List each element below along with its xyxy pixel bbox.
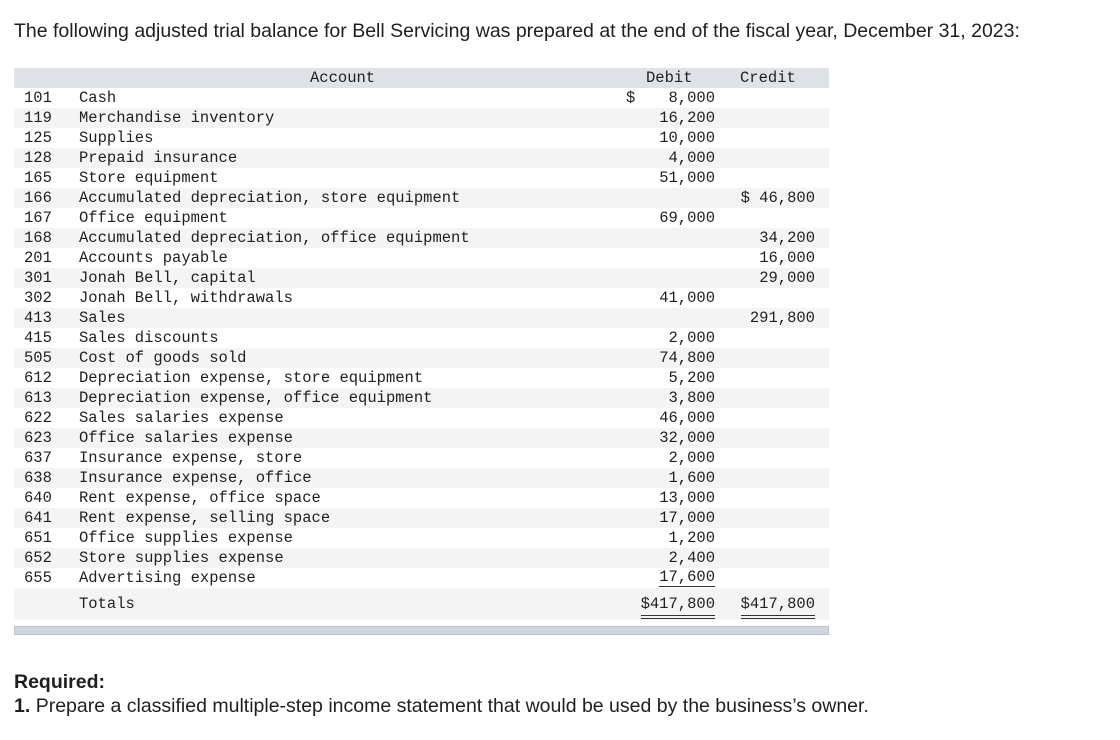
account-name: Insurance expense, store xyxy=(79,449,303,467)
account-number: 641 xyxy=(24,509,52,527)
debit-amount: 17,600 xyxy=(659,568,715,586)
debit-amount: 69,000 xyxy=(659,209,715,227)
table-row xyxy=(14,388,829,408)
account-name: Insurance expense, office xyxy=(79,469,312,487)
account-number: 415 xyxy=(24,329,52,347)
table-row xyxy=(14,448,829,468)
account-name: Prepaid insurance xyxy=(79,149,238,167)
account-number: 652 xyxy=(24,549,52,567)
table-header xyxy=(14,68,829,88)
account-number: 165 xyxy=(24,169,52,187)
account-name: Merchandise inventory xyxy=(79,109,275,127)
debit-amount: 2,000 xyxy=(668,449,715,467)
debit-amount: 10,000 xyxy=(659,129,715,147)
debit-amount: 1,600 xyxy=(668,469,715,487)
account-number: 505 xyxy=(24,349,52,367)
table-row xyxy=(14,88,829,108)
account-number: 612 xyxy=(24,369,52,387)
table-row xyxy=(14,108,829,128)
account-number: 168 xyxy=(24,229,52,247)
table-row xyxy=(14,408,829,428)
header-debit: Debit xyxy=(646,69,693,87)
required-item-text: Prepare a classified multiple-step income statement that would be used by the business’s owner. xyxy=(35,695,869,717)
table-row xyxy=(14,548,829,568)
account-number: 623 xyxy=(24,429,52,447)
table-row xyxy=(14,568,829,588)
account-name: Office salaries expense xyxy=(79,429,293,447)
credit-amount: $ 46,800 xyxy=(740,189,815,207)
account-number: 655 xyxy=(24,569,52,587)
account-number: 302 xyxy=(24,289,52,307)
trial-balance-table xyxy=(14,68,829,635)
table-row xyxy=(14,228,829,248)
account-number: 640 xyxy=(24,489,52,507)
account-name: Jonah Bell, withdrawals xyxy=(79,289,293,307)
debit-amount: 17,000 xyxy=(659,509,715,527)
account-name: Store equipment xyxy=(79,169,219,187)
credit-amount: 16,000 xyxy=(759,249,815,267)
table-row xyxy=(14,528,829,548)
account-number: 201 xyxy=(24,249,52,267)
account-name: Cash xyxy=(79,89,117,107)
table-row xyxy=(14,268,829,288)
totals-row xyxy=(14,588,829,620)
table-row xyxy=(14,308,829,328)
account-name: Depreciation expense, store equipment xyxy=(79,369,424,387)
header-account: Account xyxy=(310,69,376,87)
table-row xyxy=(14,488,829,508)
account-name: Supplies xyxy=(79,129,154,147)
table-row xyxy=(14,288,829,308)
table-row xyxy=(14,368,829,388)
credit-amount: 29,000 xyxy=(759,269,815,287)
table-row xyxy=(14,468,829,488)
debit-amount: 5,200 xyxy=(668,369,715,387)
debit-amount: 41,000 xyxy=(659,289,715,307)
account-name: Advertising expense xyxy=(79,569,256,587)
table-row xyxy=(14,208,829,228)
credit-amount: 34,200 xyxy=(759,229,815,247)
account-name: Office equipment xyxy=(79,209,228,227)
account-name: Sales discounts xyxy=(79,329,219,347)
totals-label: Totals xyxy=(79,595,135,613)
account-name: Sales salaries expense xyxy=(79,409,284,427)
account-number: 637 xyxy=(24,449,52,467)
debit-amount: 32,000 xyxy=(659,429,715,447)
account-number: 413 xyxy=(24,309,52,327)
table-row xyxy=(14,188,829,208)
account-name: Accumulated depreciation, store equipment xyxy=(79,189,461,207)
debit-amount: 16,200 xyxy=(659,109,715,127)
required-title: Required: xyxy=(14,671,106,693)
table-body xyxy=(14,88,829,588)
intro-text: The following adjusted trial balance for Bell Servicing was prepared at the end of the fiscal year, December 31, 2023: xyxy=(14,20,1020,42)
table-row xyxy=(14,328,829,348)
totals-credit: $417,800 xyxy=(741,595,815,619)
account-name: Rent expense, selling space xyxy=(79,509,331,527)
account-number: 119 xyxy=(24,109,52,127)
table-row xyxy=(14,348,829,368)
required-item xyxy=(14,694,869,718)
debit-amount: 74,800 xyxy=(659,349,715,367)
account-number: 166 xyxy=(24,189,52,207)
debit-amount: 2,400 xyxy=(668,549,715,567)
table-row xyxy=(14,428,829,448)
account-number: 101 xyxy=(24,89,52,107)
account-number: 128 xyxy=(24,149,52,167)
totals-debit: $417,800 xyxy=(641,595,715,619)
required-item-number: 1. xyxy=(14,695,31,717)
account-name: Sales xyxy=(79,309,126,327)
credit-amount: 291,800 xyxy=(749,309,815,327)
debit-dollar-sign: $ xyxy=(626,89,636,107)
debit-amount: 3,800 xyxy=(668,389,715,407)
account-number: 651 xyxy=(24,529,52,547)
table-row xyxy=(14,248,829,268)
account-name: Office supplies expense xyxy=(79,529,293,547)
debit-amount: 13,000 xyxy=(659,489,715,507)
account-name: Accumulated depreciation, office equipment xyxy=(79,229,470,247)
account-number: 638 xyxy=(24,469,52,487)
debit-amount: 51,000 xyxy=(659,169,715,187)
table-footer-bar xyxy=(14,626,829,635)
debit-amount: 4,000 xyxy=(668,149,715,167)
account-number: 301 xyxy=(24,269,52,287)
table-row xyxy=(14,128,829,148)
debit-amount: 46,000 xyxy=(659,409,715,427)
debit-amount: 8,000 xyxy=(668,89,715,107)
account-number: 622 xyxy=(24,409,52,427)
account-number: 613 xyxy=(24,389,52,407)
table-row xyxy=(14,148,829,168)
account-name: Store supplies expense xyxy=(79,549,284,567)
account-number: 167 xyxy=(24,209,52,227)
account-name: Accounts payable xyxy=(79,249,228,267)
account-name: Depreciation expense, office equipment xyxy=(79,389,433,407)
table-row xyxy=(14,168,829,188)
account-name: Rent expense, office space xyxy=(79,489,321,507)
debit-amount: 2,000 xyxy=(668,329,715,347)
header-credit: Credit xyxy=(740,69,796,87)
debit-amount: 1,200 xyxy=(668,529,715,547)
account-number: 125 xyxy=(24,129,52,147)
table-row xyxy=(14,508,829,528)
required-section xyxy=(14,670,869,718)
account-name: Cost of goods sold xyxy=(79,349,247,367)
account-name: Jonah Bell, capital xyxy=(79,269,256,287)
